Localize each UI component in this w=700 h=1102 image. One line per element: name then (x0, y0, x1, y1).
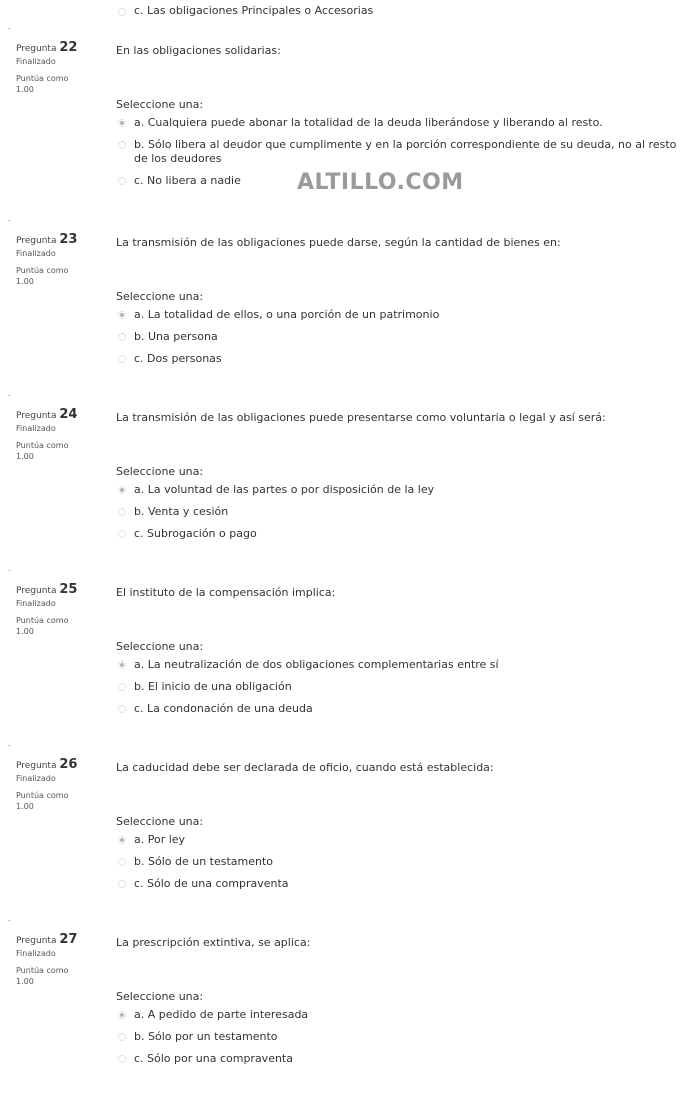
option-label: c. Subrogación o pago (134, 527, 257, 540)
question-state: Finalizado (16, 774, 56, 783)
radio-button[interactable] (118, 508, 126, 516)
option-label: a. Por ley (134, 833, 186, 846)
question-info (16, 582, 96, 637)
radio-button[interactable] (118, 355, 126, 363)
answer-options (118, 658, 693, 724)
question-score: Puntúa como 1.00 (16, 266, 69, 286)
option-label: c. No libera a nadie (134, 174, 241, 187)
divider-tick (8, 745, 11, 746)
divider-tick (8, 570, 11, 571)
option-c[interactable] (118, 702, 693, 716)
radio-button[interactable] (118, 177, 126, 185)
answer-options (118, 1008, 693, 1074)
option-a[interactable] (118, 116, 693, 130)
question-score: Puntúa como 1.00 (16, 791, 69, 811)
divider-tick (8, 28, 11, 29)
question-21-option-c[interactable] (118, 4, 373, 17)
option-label: b. Venta y cesión (134, 505, 229, 518)
question-number: Pregunta 22 (16, 40, 78, 55)
option-b[interactable] (118, 330, 693, 344)
question-info (16, 407, 96, 462)
question-info (16, 232, 96, 287)
option-a[interactable] (118, 658, 693, 672)
question-text: En las obligaciones solidarias: (116, 44, 281, 57)
option-label: a. La totalidad de ellos, o una porción de un patrimonio (134, 308, 440, 321)
radio-button[interactable] (118, 683, 126, 691)
question-number: Pregunta 24 (16, 407, 78, 422)
question-23 (0, 232, 700, 402)
option-a[interactable] (118, 833, 693, 847)
radio-button[interactable] (118, 530, 126, 538)
select-one-label: Seleccione una: (116, 640, 204, 653)
divider-tick (8, 920, 11, 921)
question-24 (0, 407, 700, 577)
radio-button[interactable] (118, 880, 126, 888)
radio-button-selected[interactable] (118, 119, 126, 127)
question-score: Puntúa como 1.00 (16, 441, 69, 461)
radio-button-selected[interactable] (118, 486, 126, 494)
option-label: c. Las obligaciones Principales o Accesorias (134, 4, 374, 17)
option-c[interactable] (118, 527, 693, 541)
question-score: Puntúa como 1.00 (16, 74, 69, 94)
question-info (16, 40, 96, 95)
radio-button-selected[interactable] (118, 836, 126, 844)
divider-tick (8, 220, 11, 221)
question-state: Finalizado (16, 599, 56, 608)
option-label: b. Sólo por un testamento (134, 1030, 278, 1043)
answer-options (118, 308, 693, 374)
question-number: Pregunta 26 (16, 757, 78, 772)
select-one-label: Seleccione una: (116, 290, 204, 303)
option-a[interactable] (118, 1008, 693, 1022)
option-label: b. Sólo libera al deudor que cumplimente y en la porción correspondiente de su deuda, no al resto de los deudores (134, 138, 677, 165)
question-state: Finalizado (16, 57, 56, 66)
question-25 (0, 582, 700, 752)
question-state: Finalizado (16, 424, 56, 433)
question-state: Finalizado (16, 949, 56, 958)
select-one-label: Seleccione una: (116, 465, 204, 478)
question-state: Finalizado (16, 249, 56, 258)
option-label: c. Sólo de una compraventa (134, 877, 289, 890)
option-label: a. A pedido de parte interesada (134, 1008, 309, 1021)
radio-button[interactable] (118, 1055, 126, 1063)
question-text: La transmisión de las obligaciones puede presentarse como voluntaria o legal y así será: (116, 411, 606, 424)
radio-button[interactable] (118, 8, 126, 16)
option-b[interactable] (118, 138, 693, 166)
option-label: a. Cualquiera puede abonar la totalidad de la deuda liberándose y liberando al resto. (134, 116, 603, 129)
option-label: b. Una persona (134, 330, 218, 343)
select-one-label: Seleccione una: (116, 98, 204, 111)
radio-button[interactable] (118, 1033, 126, 1041)
option-a[interactable] (118, 483, 693, 497)
option-label: b. El inicio de una obligación (134, 680, 292, 693)
answer-options (118, 483, 693, 549)
radio-button[interactable] (118, 333, 126, 341)
option-c[interactable] (118, 1052, 693, 1066)
option-label: c. Sólo por una compraventa (134, 1052, 293, 1065)
divider-tick (8, 395, 11, 396)
option-b[interactable] (118, 1030, 693, 1044)
question-26 (0, 757, 700, 927)
option-b[interactable] (118, 855, 693, 869)
question-score: Puntúa como 1.00 (16, 616, 69, 636)
question-info (16, 757, 96, 812)
radio-button-selected[interactable] (118, 311, 126, 319)
option-b[interactable] (118, 680, 693, 694)
option-c[interactable] (118, 877, 693, 891)
option-label: a. La voluntad de las partes o por disposición de la ley (134, 483, 435, 496)
option-b[interactable] (118, 505, 693, 519)
radio-button-selected[interactable] (118, 1011, 126, 1019)
answer-options (118, 833, 693, 899)
option-label: a. La neutralización de dos obligaciones complementarias entre sí (134, 658, 499, 671)
question-text: La caducidad debe ser declarada de oficio, cuando está establecida: (116, 761, 494, 774)
select-one-label: Seleccione una: (116, 990, 204, 1003)
question-score: Puntúa como 1.00 (16, 966, 69, 986)
question-number: Pregunta 27 (16, 932, 78, 947)
option-label: b. Sólo de un testamento (134, 855, 274, 868)
option-c[interactable] (118, 352, 693, 366)
radio-button-selected[interactable] (118, 661, 126, 669)
question-number: Pregunta 23 (16, 232, 78, 247)
radio-button[interactable] (118, 141, 126, 149)
question-number: Pregunta 25 (16, 582, 78, 597)
question-text: El instituto de la compensación implica: (116, 586, 336, 599)
question-info (16, 932, 96, 987)
radio-button[interactable] (118, 858, 126, 866)
watermark: ALTILLO.COM (297, 170, 464, 195)
radio-button[interactable] (118, 705, 126, 713)
question-text: La transmisión de las obligaciones puede darse, según la cantidad de bienes en: (116, 236, 561, 249)
select-one-label: Seleccione una: (116, 815, 204, 828)
question-text: La prescripción extintiva, se aplica: (116, 936, 311, 949)
option-label: c. Dos personas (134, 352, 222, 365)
option-a[interactable] (118, 308, 693, 322)
option-label: c. La condonación de una deuda (134, 702, 313, 715)
question-27 (0, 932, 700, 1102)
